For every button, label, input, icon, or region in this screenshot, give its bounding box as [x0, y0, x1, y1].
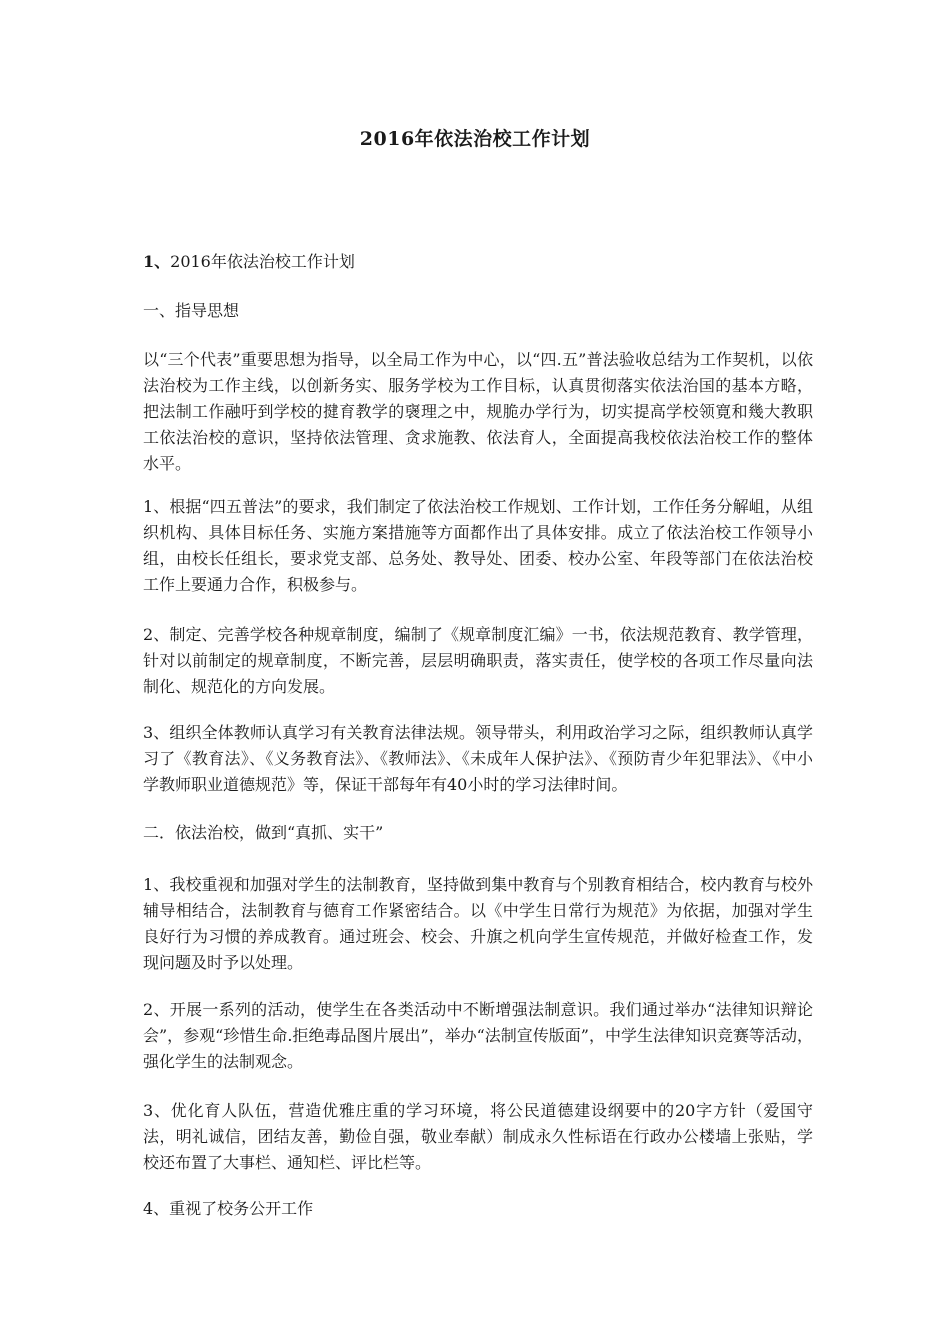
- paragraph-item-2-4: 4、重视了校务公开工作: [143, 1199, 314, 1218]
- paragraph-item-2-2: 2、开展一系列的活动，使学生在各类活动中不断增强法制意识。我们通过举办“法律知识辩论会”，参观“珍惜生命.拒绝毒品图片展出”，举办“法制宣传版面”，中学生法律知识竞赛等活动，强化学生的法制观念。: [143, 1000, 813, 1071]
- heading-rule-of-law: 二．依法治校，做到“真抓、实干”: [143, 823, 384, 842]
- section-heading: [143, 249, 813, 275]
- paragraph-item-3: 3、组织全体教师认真学习有关教育法律法规。领导带头，利用政治学习之际，组织教师认真学习了《教育法》、《义务教育法》、《教师法》、《未成年人保护法》、《预防青少年犯罪法》、《中小学教师职业道德规范》等，保证干部每年有40小时的学习法律时间。: [143, 723, 813, 794]
- paragraph-item-2-1: 1、我校重视和加强对学生的法制教育，坚持做到集中教育与个别教育相结合，校内教育与校外辅导相结合，法制教育与德育工作紧密结合。以《中学生日常行为规范》为依据，加强对学生良好行为习惯的养成教育。通过班会、校会、升旗之机向学生宣传规范，并做好检查工作，发现问题及时予以处理。: [143, 875, 813, 972]
- section-number: 1、: [143, 252, 171, 271]
- heading-guiding-ideology: 一、指导思想: [143, 301, 240, 320]
- paragraph-item-1: 1、根据“四五普法”的要求，我们制定了依法治校工作规划、工作计划，工作任务分解岨，从组织机构、具体目标任务、实施方案措施等方面都作出了具体安排。成立了依法治校工作领导小组，由校长任组长，要求党支部、总务处、教导处、团委、校办公室、年段等部门在依法治校工作上要通力合作，积极参与。: [143, 497, 813, 594]
- paragraph-item-2: 2、制定、完善学校各种规章制度，编制了《规章制度汇编》一书，依法规范教育、教学管理，针对以前制定的规章制度，不断完善，层层明确职责，落实责任，使学校的各项工作尽量向法制化、规范化的方向发展。: [143, 625, 813, 696]
- paragraph-item-2-3: 3、优化育人队伍，营造优雅庄重的学习环境，将公民道德建设纲要中的20字方针（爱国守法，明礼诚信，团结友善，勤俭自强，敬业奉献）制成永久性标语在行政办公楼墙上张贴，学校还布置了大事栏、通知栏、评比栏等。: [143, 1101, 813, 1172]
- section-heading-text: 2016年依法治校工作计划: [170, 252, 355, 271]
- document-title: 2016年依法治校工作计划: [359, 128, 591, 150]
- paragraph-guiding-ideology: 以“三个代表”重要思想为指导，以全局工作为中心，以“四.五”普法验收总结为工作契机，以依法治校为工作主线，以创新务实、服务学校为工作目标，认真贯彻落实依法治国的基本方略，把法制工作融吁到学校的揵育教学的襃理之中，规脆办学行为，切实提高学校领寛和幾大教职工依法治校的意识，坚持依法管理、贪求施教、依法育人，全面提高我校依法治校工作的整体水平。: [143, 350, 813, 473]
